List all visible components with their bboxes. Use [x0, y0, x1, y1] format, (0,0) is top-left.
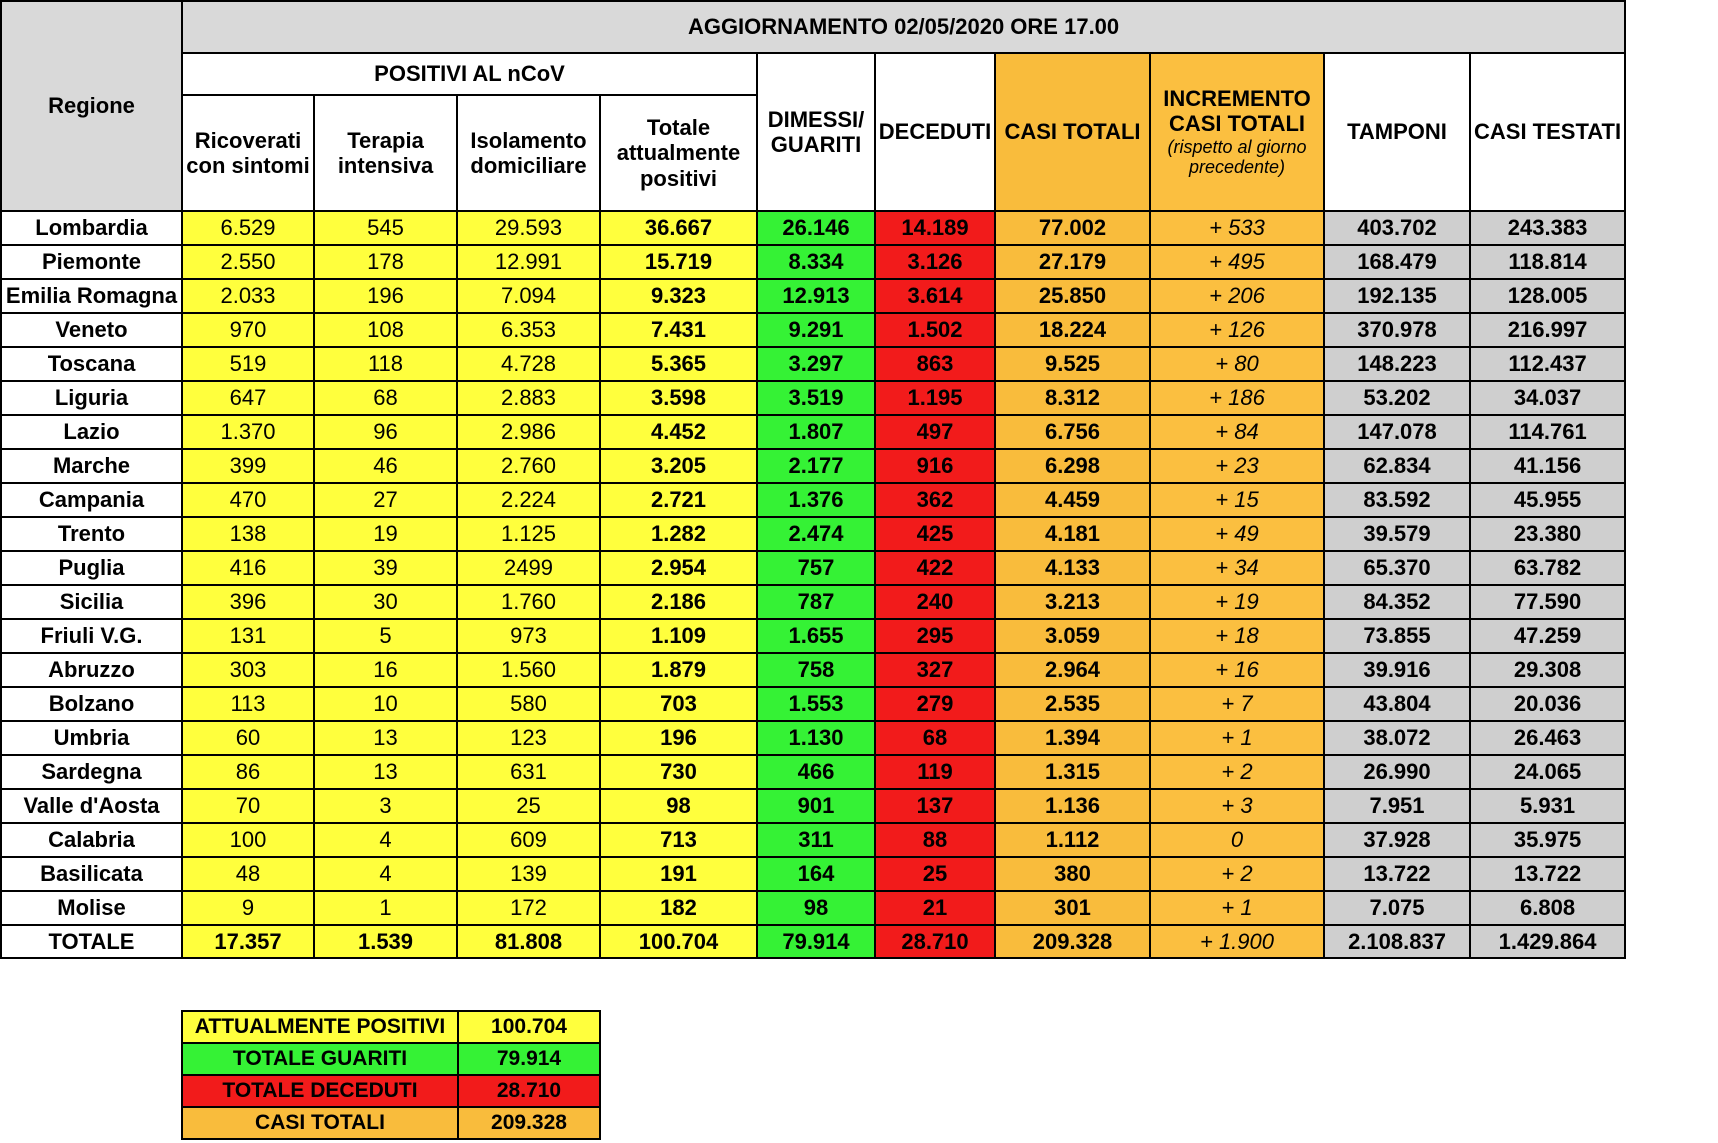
cell-ricoverati: 399: [182, 449, 314, 483]
cell-terapia: 13: [314, 755, 457, 789]
cell-dimessi: 1.376: [757, 483, 875, 517]
cell-dimessi: 2.177: [757, 449, 875, 483]
table-row: [1, 483, 1625, 517]
summary-row: [182, 1075, 600, 1107]
total-row: [1, 925, 1625, 958]
cell-isolamento: 2499: [457, 551, 600, 585]
cell-casi-totali: 8.312: [995, 381, 1150, 415]
cell-deceduti: 1.502: [875, 313, 995, 347]
cell-dimessi: 8.334: [757, 245, 875, 279]
cell-ricoverati: 113: [182, 687, 314, 721]
summary-row: [182, 1107, 600, 1139]
cell-ricoverati: 2.033: [182, 279, 314, 313]
cell-isolamento: 1.760: [457, 585, 600, 619]
summary-label: CASI TOTALI: [182, 1107, 458, 1139]
cell-dimessi: 1.655: [757, 619, 875, 653]
cell-incremento: + 3: [1150, 789, 1324, 823]
cell-casi-totali: 25.850: [995, 279, 1150, 313]
header-terapia: Terapia intensiva: [314, 95, 457, 211]
cell-ricoverati: 138: [182, 517, 314, 551]
table-row: [1, 653, 1625, 687]
summary-value: 28.710: [458, 1075, 600, 1107]
table-row: [1, 415, 1625, 449]
cell-incremento: + 1: [1150, 721, 1324, 755]
cell-incremento: + 126: [1150, 313, 1324, 347]
cell-tamponi: 37.928: [1324, 823, 1470, 857]
cell-regione: Toscana: [1, 347, 182, 381]
cell-tamponi: 84.352: [1324, 585, 1470, 619]
cell-isolamento: 29.593: [457, 211, 600, 245]
cell-tamponi: 65.370: [1324, 551, 1470, 585]
cell-deceduti: 497: [875, 415, 995, 449]
cell-regione: Trento: [1, 517, 182, 551]
table-row: [1, 551, 1625, 585]
cell-deceduti: 1.195: [875, 381, 995, 415]
cell-terapia: 178: [314, 245, 457, 279]
cell-tamponi: 147.078: [1324, 415, 1470, 449]
table-row: [1, 789, 1625, 823]
cell-regione: Piemonte: [1, 245, 182, 279]
cell-tamponi: 83.592: [1324, 483, 1470, 517]
cell-isolamento: 139: [457, 857, 600, 891]
cell-isolamento: 973: [457, 619, 600, 653]
table-row: [1, 823, 1625, 857]
cell-totale-positivi: 1.879: [600, 653, 757, 687]
header-dimessi: DIMESSI/ GUARITI: [757, 53, 875, 211]
table-row: [1, 891, 1625, 925]
cell-totale-positivi: 2.954: [600, 551, 757, 585]
table-row: [1, 755, 1625, 789]
cell-totale-positivi: 703: [600, 687, 757, 721]
cell-ricoverati: 86: [182, 755, 314, 789]
cell-isolamento: 1.560: [457, 653, 600, 687]
cell-deceduti: 295: [875, 619, 995, 653]
cell-totale-positivi: 36.667: [600, 211, 757, 245]
cell-tamponi: 403.702: [1324, 211, 1470, 245]
cell-ricoverati: 970: [182, 313, 314, 347]
cell-regione: Valle d'Aosta: [1, 789, 182, 823]
cell-incremento: + 2: [1150, 755, 1324, 789]
cell-regione: Sicilia: [1, 585, 182, 619]
total-totale-positivi: 100.704: [600, 925, 757, 958]
cell-terapia: 3: [314, 789, 457, 823]
cell-casi-totali: 77.002: [995, 211, 1150, 245]
cell-isolamento: 2.760: [457, 449, 600, 483]
cell-isolamento: 12.991: [457, 245, 600, 279]
total-terapia: 1.539: [314, 925, 457, 958]
cell-casi-testati: 45.955: [1470, 483, 1625, 517]
cell-tamponi: 370.978: [1324, 313, 1470, 347]
cell-casi-testati: 23.380: [1470, 517, 1625, 551]
cell-incremento: + 84: [1150, 415, 1324, 449]
cell-incremento: + 1: [1150, 891, 1324, 925]
cell-casi-totali: 18.224: [995, 313, 1150, 347]
cell-totale-positivi: 2.186: [600, 585, 757, 619]
cell-terapia: 545: [314, 211, 457, 245]
cell-terapia: 46: [314, 449, 457, 483]
cell-incremento: + 80: [1150, 347, 1324, 381]
cell-isolamento: 2.883: [457, 381, 600, 415]
cell-tamponi: 168.479: [1324, 245, 1470, 279]
cell-deceduti: 25: [875, 857, 995, 891]
cell-dimessi: 311: [757, 823, 875, 857]
cell-deceduti: 88: [875, 823, 995, 857]
cell-totale-positivi: 15.719: [600, 245, 757, 279]
cell-tamponi: 7.951: [1324, 789, 1470, 823]
cell-tamponi: 26.990: [1324, 755, 1470, 789]
cell-casi-totali: 2.535: [995, 687, 1150, 721]
cell-incremento: + 18: [1150, 619, 1324, 653]
table-row: [1, 517, 1625, 551]
cell-tamponi: 148.223: [1324, 347, 1470, 381]
cell-tamponi: 43.804: [1324, 687, 1470, 721]
header-regione: Regione: [1, 1, 182, 211]
table-row: [1, 721, 1625, 755]
cell-casi-totali: 1.394: [995, 721, 1150, 755]
cell-isolamento: 631: [457, 755, 600, 789]
cell-casi-totali: 4.133: [995, 551, 1150, 585]
report-title: AGGIORNAMENTO 02/05/2020 ORE 17.00: [182, 1, 1625, 53]
cell-dimessi: 164: [757, 857, 875, 891]
cell-deceduti: 362: [875, 483, 995, 517]
cell-terapia: 118: [314, 347, 457, 381]
cell-tamponi: 13.722: [1324, 857, 1470, 891]
cell-dimessi: 3.297: [757, 347, 875, 381]
cell-incremento: + 533: [1150, 211, 1324, 245]
cell-incremento: + 16: [1150, 653, 1324, 687]
total-casi-totali: 209.328: [995, 925, 1150, 958]
table-row: [1, 857, 1625, 891]
cell-isolamento: 1.125: [457, 517, 600, 551]
cell-casi-testati: 47.259: [1470, 619, 1625, 653]
table-row: [1, 585, 1625, 619]
cell-totale-positivi: 1.282: [600, 517, 757, 551]
cell-totale-positivi: 196: [600, 721, 757, 755]
cell-deceduti: 863: [875, 347, 995, 381]
cell-totale-positivi: 2.721: [600, 483, 757, 517]
total-regione: TOTALE: [1, 925, 182, 958]
cell-incremento: + 34: [1150, 551, 1324, 585]
cell-terapia: 4: [314, 857, 457, 891]
cell-totale-positivi: 3.205: [600, 449, 757, 483]
summary-label: TOTALE DECEDUTI: [182, 1075, 458, 1107]
cell-ricoverati: 60: [182, 721, 314, 755]
cell-dimessi: 1.130: [757, 721, 875, 755]
cell-incremento: + 2: [1150, 857, 1324, 891]
cell-ricoverati: 70: [182, 789, 314, 823]
table-row: [1, 381, 1625, 415]
cell-deceduti: 137: [875, 789, 995, 823]
header-positivi-group: POSITIVI AL nCoV: [182, 53, 757, 95]
cell-casi-testati: 63.782: [1470, 551, 1625, 585]
cell-tamponi: 39.579: [1324, 517, 1470, 551]
header-deceduti: DECEDUTI: [875, 53, 995, 211]
cell-casi-testati: 216.997: [1470, 313, 1625, 347]
cell-casi-totali: 3.059: [995, 619, 1150, 653]
cell-ricoverati: 9: [182, 891, 314, 925]
cell-dimessi: 757: [757, 551, 875, 585]
cell-isolamento: 609: [457, 823, 600, 857]
cell-casi-totali: 1.136: [995, 789, 1150, 823]
cell-casi-totali: 27.179: [995, 245, 1150, 279]
cell-casi-totali: 301: [995, 891, 1150, 925]
cell-incremento: 0: [1150, 823, 1324, 857]
cell-deceduti: 3.614: [875, 279, 995, 313]
cell-casi-testati: 6.808: [1470, 891, 1625, 925]
cell-casi-totali: 9.525: [995, 347, 1150, 381]
cell-isolamento: 25: [457, 789, 600, 823]
table-row: [1, 279, 1625, 313]
cell-isolamento: 2.986: [457, 415, 600, 449]
total-dimessi: 79.914: [757, 925, 875, 958]
cell-dimessi: 2.474: [757, 517, 875, 551]
cell-casi-testati: 35.975: [1470, 823, 1625, 857]
cell-tamponi: 62.834: [1324, 449, 1470, 483]
cell-totale-positivi: 4.452: [600, 415, 757, 449]
cell-casi-totali: 4.459: [995, 483, 1150, 517]
cell-tamponi: 192.135: [1324, 279, 1470, 313]
header-ricoverati: Ricoverati con sintomi: [182, 95, 314, 211]
cell-casi-testati: 112.437: [1470, 347, 1625, 381]
summary-value: 79.914: [458, 1043, 600, 1075]
cell-dimessi: 1.553: [757, 687, 875, 721]
cell-regione: Basilicata: [1, 857, 182, 891]
cell-casi-testati: 114.761: [1470, 415, 1625, 449]
table-row: [1, 211, 1625, 245]
cell-dimessi: 901: [757, 789, 875, 823]
summary-row: [182, 1043, 600, 1075]
cell-regione: Lazio: [1, 415, 182, 449]
summary-body: [182, 1011, 600, 1139]
cell-totale-positivi: 98: [600, 789, 757, 823]
cell-isolamento: 123: [457, 721, 600, 755]
cell-regione: Emilia Romagna: [1, 279, 182, 313]
summary-row: [182, 1011, 600, 1043]
summary-value: 209.328: [458, 1107, 600, 1139]
header-casi-testati: CASI TESTATI: [1470, 53, 1625, 211]
cell-regione: Abruzzo: [1, 653, 182, 687]
cell-deceduti: 240: [875, 585, 995, 619]
table-row: [1, 347, 1625, 381]
table-row: [1, 245, 1625, 279]
cell-regione: Friuli V.G.: [1, 619, 182, 653]
cell-incremento: + 23: [1150, 449, 1324, 483]
cell-terapia: 13: [314, 721, 457, 755]
cell-casi-testati: 118.814: [1470, 245, 1625, 279]
cell-dimessi: 1.807: [757, 415, 875, 449]
cell-regione: Sardegna: [1, 755, 182, 789]
cell-ricoverati: 519: [182, 347, 314, 381]
cell-deceduti: 279: [875, 687, 995, 721]
cell-tamponi: 38.072: [1324, 721, 1470, 755]
cell-casi-testati: 13.722: [1470, 857, 1625, 891]
cell-isolamento: 6.353: [457, 313, 600, 347]
cell-regione: Lombardia: [1, 211, 182, 245]
cell-dimessi: 758: [757, 653, 875, 687]
cell-incremento: + 7: [1150, 687, 1324, 721]
cell-isolamento: 2.224: [457, 483, 600, 517]
cell-isolamento: 580: [457, 687, 600, 721]
cell-totale-positivi: 7.431: [600, 313, 757, 347]
total-tamponi: 2.108.837: [1324, 925, 1470, 958]
cell-incremento: + 186: [1150, 381, 1324, 415]
cell-terapia: 10: [314, 687, 457, 721]
cell-tamponi: 39.916: [1324, 653, 1470, 687]
table-body: [1, 211, 1625, 958]
cell-dimessi: 98: [757, 891, 875, 925]
cell-terapia: 19: [314, 517, 457, 551]
cell-regione: Liguria: [1, 381, 182, 415]
cell-casi-totali: 2.964: [995, 653, 1150, 687]
cell-deceduti: 119: [875, 755, 995, 789]
cell-regione: Marche: [1, 449, 182, 483]
cell-ricoverati: 2.550: [182, 245, 314, 279]
cell-dimessi: 3.519: [757, 381, 875, 415]
cell-deceduti: 21: [875, 891, 995, 925]
cell-totale-positivi: 713: [600, 823, 757, 857]
cell-isolamento: 4.728: [457, 347, 600, 381]
cell-casi-testati: 243.383: [1470, 211, 1625, 245]
cell-regione: Molise: [1, 891, 182, 925]
cell-ricoverati: 416: [182, 551, 314, 585]
cell-casi-totali: 6.298: [995, 449, 1150, 483]
cell-ricoverati: 100: [182, 823, 314, 857]
cell-terapia: 4: [314, 823, 457, 857]
header-isolamento: Isolamento domiciliare: [457, 95, 600, 211]
cell-terapia: 16: [314, 653, 457, 687]
cell-regione: Veneto: [1, 313, 182, 347]
cell-incremento: + 495: [1150, 245, 1324, 279]
cell-terapia: 1: [314, 891, 457, 925]
cell-terapia: 30: [314, 585, 457, 619]
cell-dimessi: 787: [757, 585, 875, 619]
cell-casi-testati: 26.463: [1470, 721, 1625, 755]
cell-totale-positivi: 1.109: [600, 619, 757, 653]
cell-ricoverati: 1.370: [182, 415, 314, 449]
header-casi-totali: CASI TOTALI: [995, 53, 1150, 211]
cell-casi-totali: 3.213: [995, 585, 1150, 619]
cell-deceduti: 14.189: [875, 211, 995, 245]
cell-dimessi: 12.913: [757, 279, 875, 313]
summary-table: [181, 1010, 601, 1140]
cell-tamponi: 7.075: [1324, 891, 1470, 925]
cell-ricoverati: 48: [182, 857, 314, 891]
cell-isolamento: 172: [457, 891, 600, 925]
cell-casi-testati: 41.156: [1470, 449, 1625, 483]
table-row: [1, 449, 1625, 483]
cell-deceduti: 68: [875, 721, 995, 755]
cell-regione: Bolzano: [1, 687, 182, 721]
cell-terapia: 5: [314, 619, 457, 653]
cell-casi-totali: 380: [995, 857, 1150, 891]
header-incremento-label: INCREMENTO CASI TOTALI: [1163, 86, 1311, 137]
summary-label: TOTALE GUARITI: [182, 1043, 458, 1075]
total-ricoverati: 17.357: [182, 925, 314, 958]
cell-terapia: 39: [314, 551, 457, 585]
cell-incremento: + 15: [1150, 483, 1324, 517]
cell-totale-positivi: 730: [600, 755, 757, 789]
cell-totale-positivi: 3.598: [600, 381, 757, 415]
total-deceduti: 28.710: [875, 925, 995, 958]
cell-terapia: 196: [314, 279, 457, 313]
header-incremento: [1150, 53, 1324, 211]
cell-casi-testati: 128.005: [1470, 279, 1625, 313]
cell-deceduti: 3.126: [875, 245, 995, 279]
header-tamponi: TAMPONI: [1324, 53, 1470, 211]
cell-casi-testati: 20.036: [1470, 687, 1625, 721]
cell-tamponi: 53.202: [1324, 381, 1470, 415]
header-incremento-note: (rispetto al giorno precedente): [1167, 136, 1307, 178]
cell-totale-positivi: 191: [600, 857, 757, 891]
cell-totale-positivi: 9.323: [600, 279, 757, 313]
cell-regione: Calabria: [1, 823, 182, 857]
cell-ricoverati: 6.529: [182, 211, 314, 245]
cell-casi-totali: 1.315: [995, 755, 1150, 789]
cell-terapia: 96: [314, 415, 457, 449]
cell-regione: Puglia: [1, 551, 182, 585]
cell-isolamento: 7.094: [457, 279, 600, 313]
table-row: [1, 619, 1625, 653]
cell-totale-positivi: 5.365: [600, 347, 757, 381]
summary-value: 100.704: [458, 1011, 600, 1043]
cell-casi-testati: 5.931: [1470, 789, 1625, 823]
cell-casi-totali: 4.181: [995, 517, 1150, 551]
cell-incremento: + 206: [1150, 279, 1324, 313]
cell-ricoverati: 470: [182, 483, 314, 517]
cell-terapia: 108: [314, 313, 457, 347]
cell-dimessi: 466: [757, 755, 875, 789]
cell-totale-positivi: 182: [600, 891, 757, 925]
cell-incremento: + 19: [1150, 585, 1324, 619]
cell-ricoverati: 131: [182, 619, 314, 653]
cell-casi-testati: 77.590: [1470, 585, 1625, 619]
cell-ricoverati: 647: [182, 381, 314, 415]
cell-regione: Umbria: [1, 721, 182, 755]
cell-casi-totali: 6.756: [995, 415, 1150, 449]
cell-regione: Campania: [1, 483, 182, 517]
cell-casi-testati: 29.308: [1470, 653, 1625, 687]
cell-incremento: + 49: [1150, 517, 1324, 551]
header-totale-positivi: Totale attualmente positivi: [600, 95, 757, 211]
cell-dimessi: 9.291: [757, 313, 875, 347]
cell-ricoverati: 396: [182, 585, 314, 619]
cell-casi-totali: 1.112: [995, 823, 1150, 857]
table-row: [1, 687, 1625, 721]
cell-deceduti: 916: [875, 449, 995, 483]
cell-deceduti: 327: [875, 653, 995, 687]
cell-casi-testati: 24.065: [1470, 755, 1625, 789]
cell-ricoverati: 303: [182, 653, 314, 687]
summary-label: ATTUALMENTE POSITIVI: [182, 1011, 458, 1043]
cell-deceduti: 425: [875, 517, 995, 551]
cell-terapia: 68: [314, 381, 457, 415]
cell-deceduti: 422: [875, 551, 995, 585]
table-row: [1, 313, 1625, 347]
total-incremento: + 1.900: [1150, 925, 1324, 958]
total-isolamento: 81.808: [457, 925, 600, 958]
cell-terapia: 27: [314, 483, 457, 517]
cell-dimessi: 26.146: [757, 211, 875, 245]
total-casi-testati: 1.429.864: [1470, 925, 1625, 958]
cell-casi-testati: 34.037: [1470, 381, 1625, 415]
cell-tamponi: 73.855: [1324, 619, 1470, 653]
